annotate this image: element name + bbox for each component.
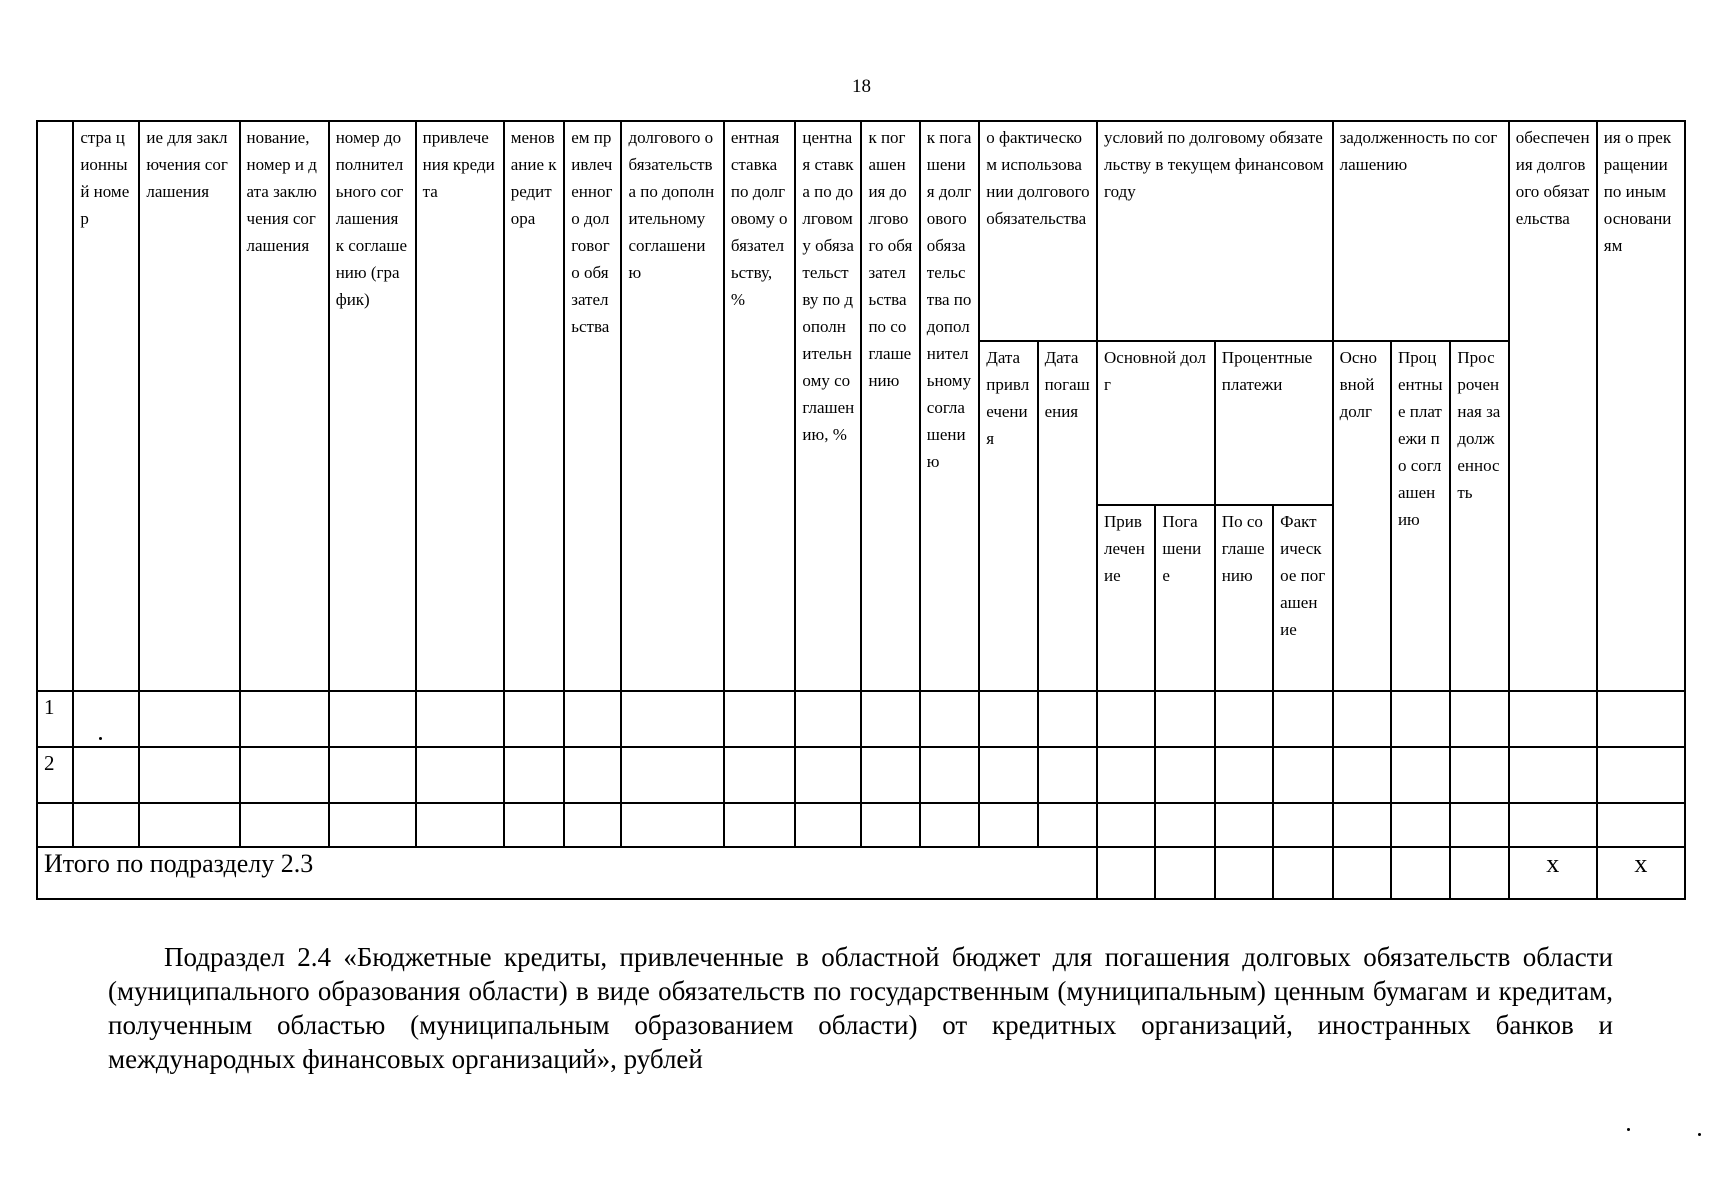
table-cell [240,803,329,847]
table-cell [1509,747,1597,803]
table-cell [416,803,504,847]
table-cell [564,747,621,803]
table-cell [1215,747,1273,803]
table-cell [621,691,723,747]
table-cell [1597,691,1685,747]
table-cell [240,747,329,803]
table-cell [73,691,139,747]
table-cell [1509,803,1597,847]
debt-obligations-table [36,120,1686,900]
table-cell [139,803,239,847]
table-row [37,747,1685,803]
table-cell [139,691,239,747]
table-cell [1391,803,1450,847]
header-actual-use: о фактическом использовании долгового обязательства [979,121,1097,341]
header-interest-rate: ентная ставка по долговому обязательству, % [724,121,796,691]
table-cell [1333,691,1391,747]
table-cell [416,691,504,747]
table-cell [1038,803,1097,847]
header-creditor: менование кредитора [504,121,565,691]
table-cell [1038,691,1097,747]
table-cell [621,747,723,803]
table-cell [564,803,621,847]
total-mark: х [1509,847,1597,899]
table-cell [1597,803,1685,847]
header-debt-by-agreement: задолженность по соглашению [1333,121,1509,341]
table-cell [564,691,621,747]
table-cell [1509,691,1597,747]
table-cell [795,803,861,847]
table-cell [920,803,979,847]
table-cell [1333,847,1391,899]
table-cell [861,803,919,847]
table-cell [979,691,1037,747]
table-cell [861,747,919,803]
header-main-debt: Основной долг [1097,341,1215,505]
table-row [37,803,1685,847]
total-row [37,847,1685,899]
table-cell [1215,691,1273,747]
row-number: 1 [37,691,73,747]
table-cell [920,747,979,803]
table-cell [1097,847,1155,899]
table-cell [504,803,565,847]
header-credit-attraction: привлечения кредита [416,121,504,691]
table-cell [1155,747,1214,803]
header-debt-interest: Процентные платежи по соглашению [1391,341,1450,691]
header-interest-rate-additional: центная ставка по долговому обязательству по дополнительному соглашению, % [795,121,861,691]
header-basis: ие для заключения соглашения [139,121,239,691]
total-label: Итого по подразделу 2.3 [37,847,1097,899]
table-cell [1155,803,1214,847]
header-agreement-name: нование, номер и дата заключения соглашения [240,121,329,691]
row-number [37,803,73,847]
header-security: обеспечения долгового обязательства [1509,121,1597,691]
table-cell [1391,847,1450,899]
table-cell [504,747,565,803]
header-debt-main: Основной долг [1333,341,1391,691]
total-mark: х [1597,847,1685,899]
table-cell [1273,847,1332,899]
subsection-heading: Подраздел 2.4 «Бюджетные кредиты, привлеченные в областной бюджет для погашения долговых обязательств области (муниципального образования области) в виде обязательств по государственным (муниципальным) ценным бумагам и кредитам, полученным областью (муниципальным образованием области) от кредитных организаций, иностранных банков и международных финансовых организаций», рублей [108,942,1613,1074]
header-interest-by-agreement: По соглашению [1215,505,1273,691]
table-cell [920,691,979,747]
scan-speck [1698,1133,1701,1136]
table-cell [1333,803,1391,847]
table-cell [73,747,139,803]
table-row [37,691,1685,747]
table-cell [329,747,416,803]
table-cell [329,691,416,747]
table-cell [979,747,1037,803]
table-cell [1597,747,1685,803]
table-cell [73,803,139,847]
row-number: 2 [37,747,73,803]
header-cell [37,121,73,691]
table-cell [1273,691,1332,747]
header-interest-payments: Процентные платежи [1215,341,1333,505]
table-cell [795,691,861,747]
table-cell [329,803,416,847]
table-cell [1097,747,1155,803]
table-cell [1273,803,1332,847]
table-cell [1215,803,1273,847]
header-debt-overdue: Просроченная задолженность [1450,341,1508,691]
header-repayment-term-additional: к погашения долгового обязательства по дополнительному соглашению [920,121,979,691]
table-cell [724,747,796,803]
table-cell [1391,691,1450,747]
header-termination: ия о прекращении по иным основаниям [1597,121,1685,691]
table-cell [1038,747,1097,803]
table-cell [139,747,239,803]
header-repayment-term: к погашения долгового обязательства по соглашению [861,121,919,691]
table-cell [1097,803,1155,847]
table-cell [1155,847,1214,899]
table-cell [240,691,329,747]
header-registration-number: стра ционный номер [73,121,139,691]
table-cell [1391,747,1450,803]
table-cell [1450,747,1508,803]
table-cell [1097,691,1155,747]
table-cell [1273,747,1332,803]
table-cell [1450,847,1508,899]
header-interest-actual: Фактическое погашение [1273,505,1332,691]
table-cell [979,803,1037,847]
table-cell [724,691,796,747]
table-cell [416,747,504,803]
table-cell [1333,747,1391,803]
table-cell [795,747,861,803]
header-main-attracted: Привлечение [1097,505,1155,691]
table-cell [1450,691,1508,747]
table-cell [1155,691,1214,747]
page-number: 18 [852,76,871,97]
table-cell [861,691,919,747]
header-obligation-additional: долгового обязательства по дополнительному соглашению [621,121,723,691]
header-date-attract: Дата привлечения [979,341,1037,691]
table-cell [621,803,723,847]
header-date-repay: Дата погашения [1038,341,1097,691]
table-cell [1450,803,1508,847]
table-cell [724,803,796,847]
scan-speck [99,737,102,740]
header-conditions-current-year: условий по долговому обязательству в текущем финансовом году [1097,121,1333,341]
header-obligation-volume: ем привлеченного долгового обязательства [564,121,621,691]
table-cell [504,691,565,747]
scan-speck [1627,1128,1630,1131]
data-table [36,120,1686,900]
header-additional-agreement: номер дополнительного соглашения к соглашению (график) [329,121,416,691]
header-main-repayment: Погашение [1155,505,1214,691]
table-cell [1215,847,1273,899]
